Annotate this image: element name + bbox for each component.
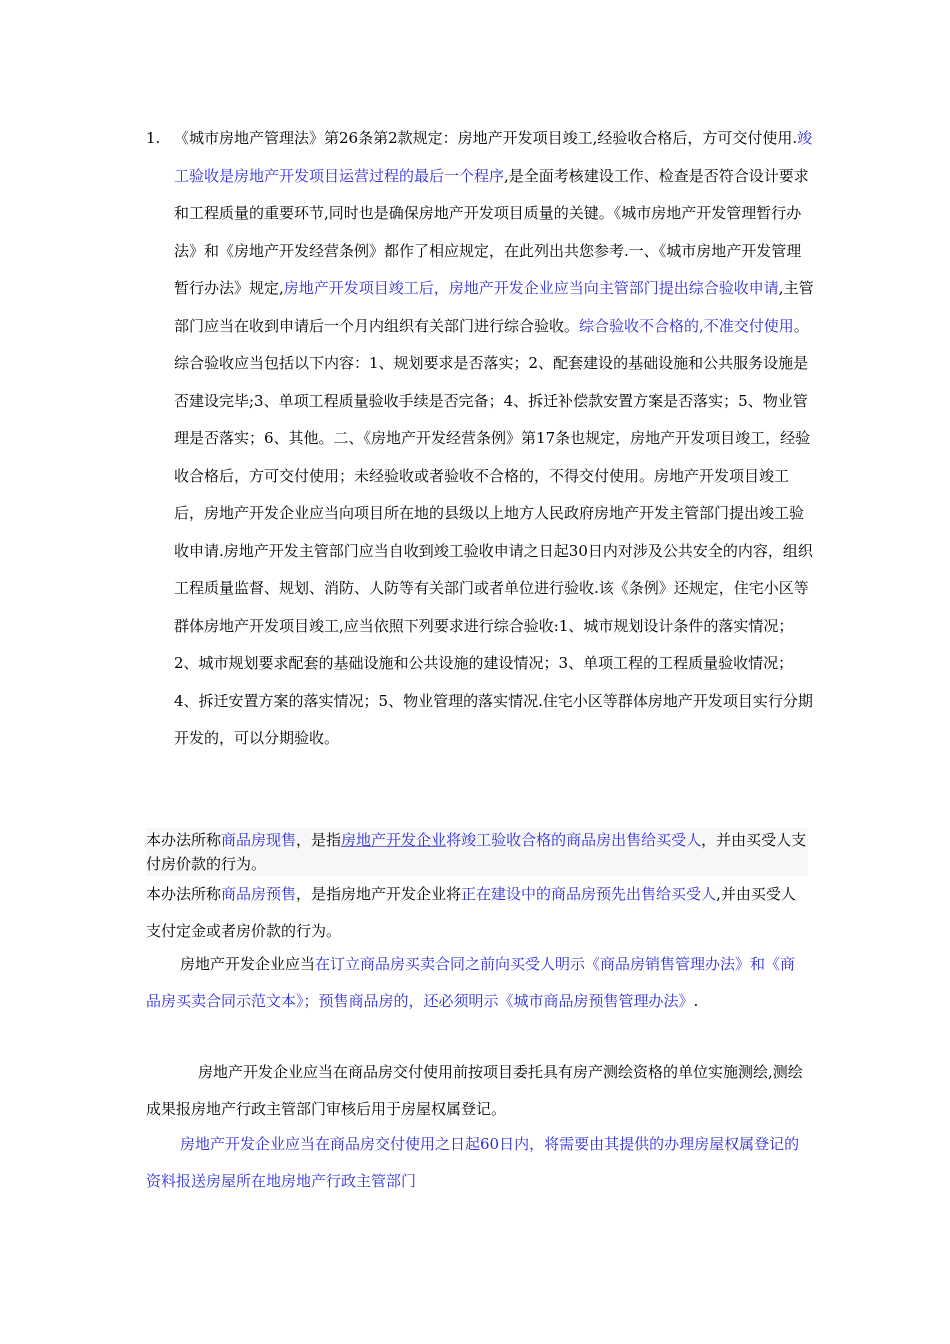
highlight-sale-definition: 将竣工验收合格的商品房出售给买受人 <box>446 831 702 849</box>
law-citation-text: 《城市房地产管理法》第26条第2款规定：房地产开发项目竣工,经验收合格后，方可交付使用. <box>174 129 798 147</box>
text-span: 本办法所称 <box>146 885 222 903</box>
term-presale: 商品房预售 <box>221 885 297 903</box>
highlight-final-procedure: 竣工验收是房地产开发项目运营过程的最后一个程序 <box>174 129 813 185</box>
acceptance-contents-text: 。综合验收应当包括以下内容：1、规划要求是否落实；2、配套建设的基础设施和公共服务设施是否建设完毕;3、单项工程质量验收手续是否完备；4、拆迁补偿款安置方案是否落实；5、物业管理是否落实；6、其他。二、《房地产开发经营条例》第17条也规定，房地产开发项目竣工，经验收合格后，方可交付使用；未经验收或者验收不合格的，不得交付使用。房地产开发项目竣工后，房地产开发企业应当向项目所在地的县级以上地方人民政府房地产开发主管部门提出竣工验收申请.房地产开发主管部门应当自收到竣工验收申请之日起30日内对涉及公共安全的内容，组织工程质量监督、规划、消防、人防等有关部门或者单位进行验收.该《条例》还规定，住宅小区等群体房地产开发项目竣工,应当依照下列要求进行综合验收:1、城市规划设计条件的落实情况；2、城市规划要求配套的基础设施和公共设施的建设情况；3、单项工程的工程质量验收情况；4、拆迁安置方案的落实情况；5、物业管理的落实情况.住宅小区等群体房地产开发项目实行分期开发的，可以分期验收。 <box>174 316 813 747</box>
highlight-apply-acceptance: 房地产开发项目竣工后，房地产开发企业应当向主管部门提出综合验收申请 <box>283 279 779 297</box>
paragraph-presale <box>146 876 808 950</box>
acceptance-importance-text: ,是全面考核建设工作、检查是否符合设计要求和工程质量的重要环节,同时也是确保房地产开发项目质量的关键。《城市房地产开发管理暂行办法》和《房地产开发经营条例》都作了相应规定，在此列出共您参考.一、《城市房地产开发管理暂行办法》规定, <box>174 166 809 297</box>
text-span: 房地产开发企业应当在商品房交付使用之日起60日内，将需要由其提供的办理房屋权属登记的资料报送房屋所在地房地产行政主管部门 <box>146 1135 800 1190</box>
highlight-not-delivered: 综合验收不合格的,不准交付使用 <box>579 316 794 335</box>
text-span: ，是指房地产开发企业将 <box>296 885 462 903</box>
paragraph-current-sale <box>146 828 808 876</box>
text-span: 房地产开发企业应当 <box>180 955 316 973</box>
text-span: 本办法所称 <box>146 831 222 849</box>
list-item-1 <box>146 120 816 758</box>
paragraph-surveying <box>146 1054 808 1128</box>
highlight-disclosure: 在订立商品房买卖合同之前向买受人明示《商品房销售管理办法》和《商品房买卖合同示范文本》；预售商品房的，还必须明示《城市商品房预售管理办法》 <box>146 955 796 1010</box>
link-developer[interactable]: 房地产开发企业 <box>341 831 447 849</box>
list-item-body <box>174 120 816 758</box>
acceptance-deadline-text: ,主管部门应当在收到申请后一个月内组织有关部门进行综合验收。 <box>174 279 814 335</box>
paragraph-registration <box>146 1126 808 1200</box>
paragraph-disclosure <box>146 946 808 1020</box>
text-span: ，并由买受人支付房价款的行为。 <box>146 831 807 873</box>
text-span: 房地产开发企业应当在商品房交付使用前按项目委托具有房产测绘资格的单位实施测绘,测绘成果报房地产行政主管部门审核后用于房屋权属登记。 <box>146 1063 803 1118</box>
text-span: ，是指 <box>296 831 342 849</box>
text-span: . <box>693 992 699 1010</box>
highlight-presale-definition: 正在建设中的商品房预先出售给买受人 <box>461 885 717 903</box>
list-number: 1. <box>146 129 161 147</box>
term-current-sale: 商品房现售 <box>221 831 297 849</box>
text-span: ,并由买受人支付定金或者房价款的行为。 <box>146 885 796 940</box>
